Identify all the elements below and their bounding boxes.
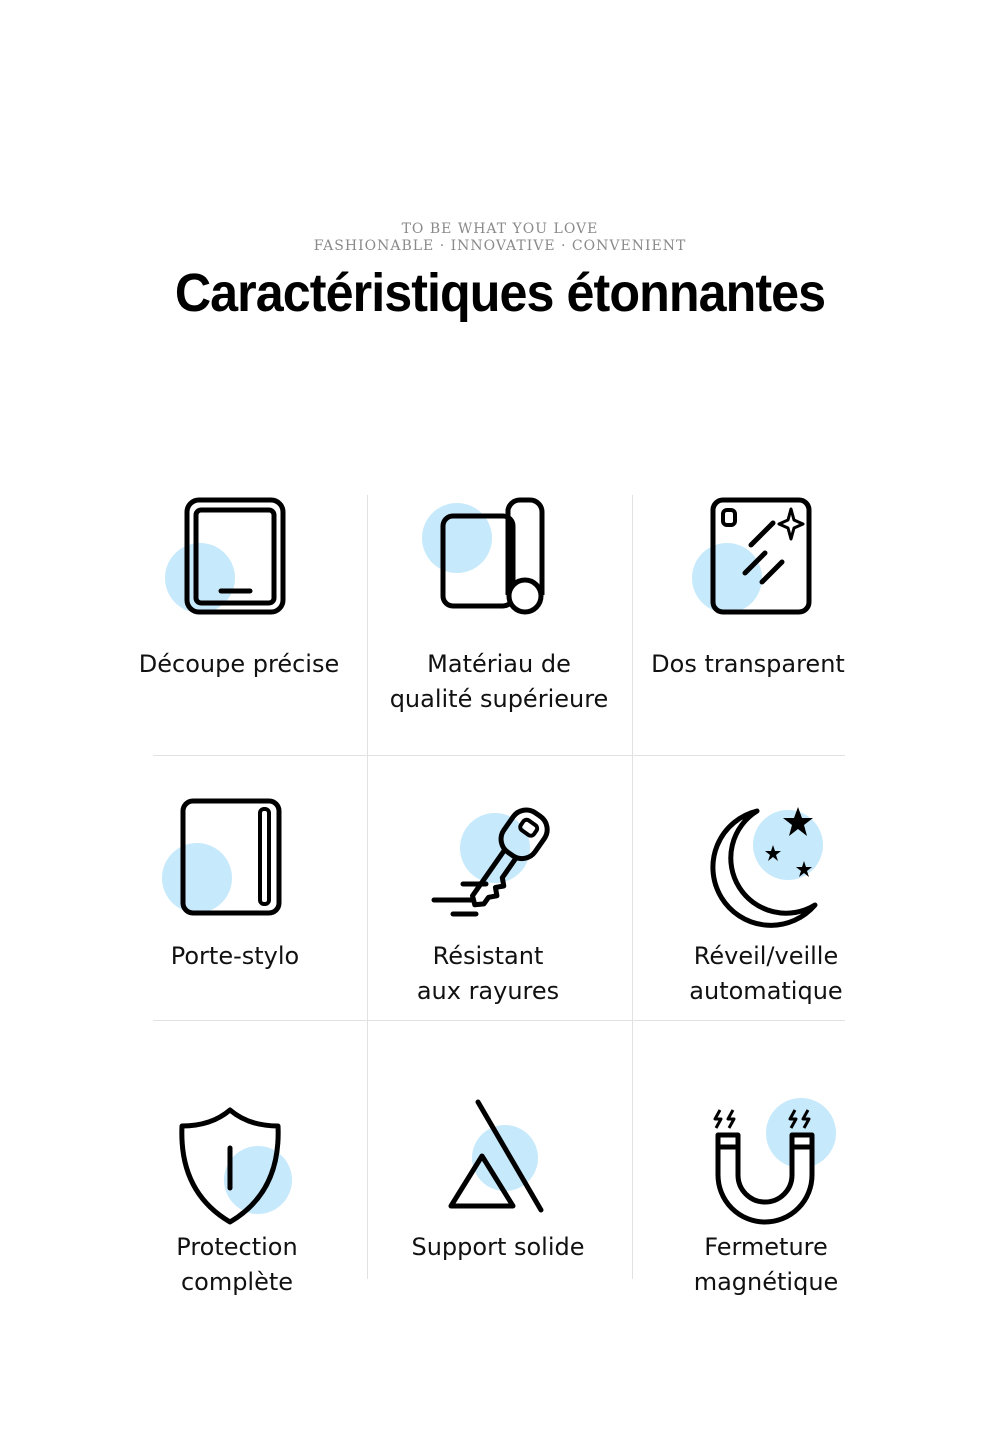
feature-label: Support solide — [411, 1233, 585, 1261]
stand-icon — [441, 1100, 571, 1230]
feature-label: Protection complète — [176, 1233, 298, 1296]
feature-label: Réveil/veille automatique — [689, 942, 843, 1005]
feature-label: Matériau de qualité supérieure — [389, 650, 609, 713]
feature-label: Porte-stylo — [170, 942, 300, 970]
scratch-resistant-key-icon — [431, 795, 571, 925]
pen-holder-icon — [160, 795, 290, 920]
feature-label: Fermeture magnétique — [693, 1233, 839, 1296]
precise-cutout-icon — [164, 495, 294, 620]
feature-label: Dos transparent — [651, 650, 845, 678]
shield-icon — [172, 1100, 302, 1230]
grid-divider — [367, 495, 368, 1279]
feature-label: Découpe précise — [138, 650, 340, 678]
transparent-back-icon — [689, 495, 819, 620]
grid-divider — [153, 755, 845, 756]
grid-divider — [632, 495, 633, 1279]
tagline-secondary: FASHIONABLE · INNOVATIVE · CONVENIENT — [313, 238, 687, 254]
grid-divider — [153, 1020, 845, 1021]
page-title: Caractéristiques étonnantes — [174, 263, 826, 323]
magnet-icon — [706, 1100, 846, 1230]
tagline-primary: TO BE WHAT YOU LOVE — [401, 221, 599, 237]
feature-label: Résistant aux rayures — [416, 942, 560, 1005]
premium-material-icon — [420, 495, 560, 620]
moon-stars-icon — [703, 795, 833, 925]
